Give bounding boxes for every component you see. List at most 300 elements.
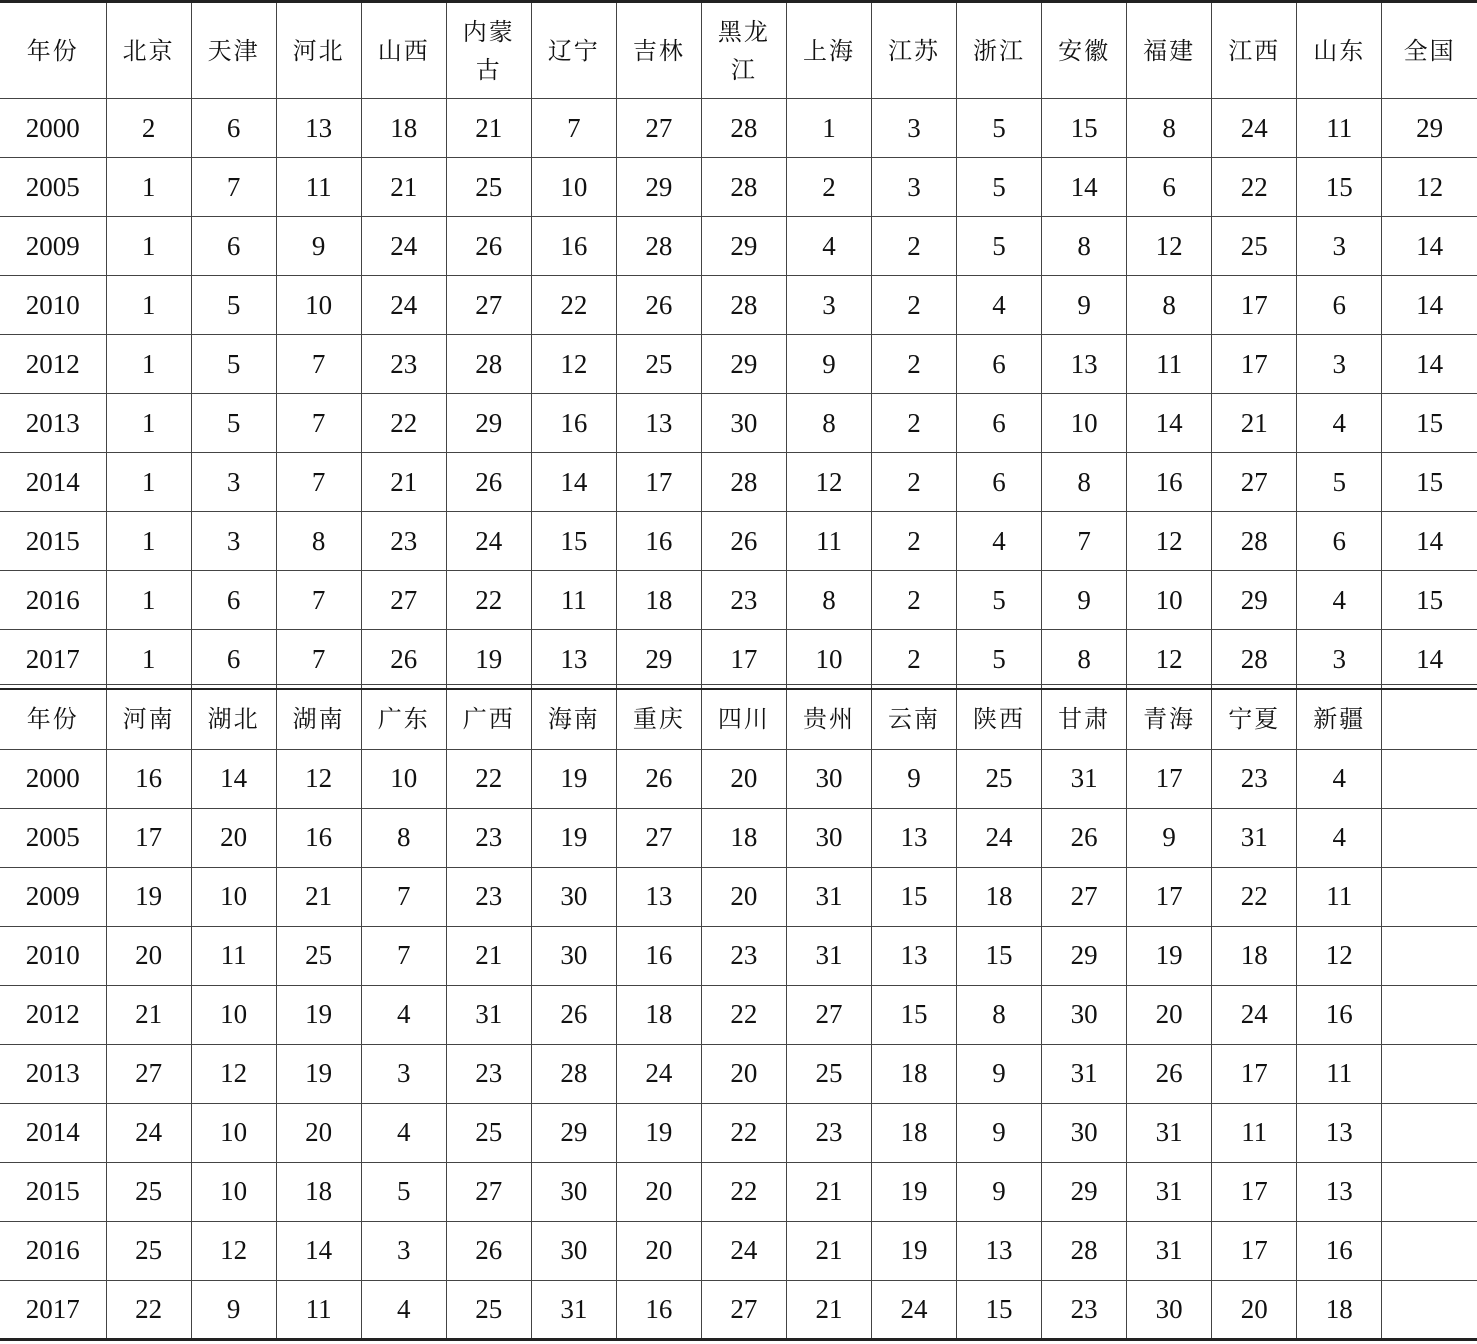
rank-cell: 31 [531, 1280, 616, 1339]
rank-cell: 26 [1127, 1044, 1212, 1103]
rank-cell: 26 [1042, 808, 1127, 867]
rank-cell: 12 [276, 749, 361, 808]
rank-cell: 18 [1297, 1280, 1382, 1339]
rank-cell: 23 [1042, 1280, 1127, 1339]
rank-cell: 13 [1297, 1162, 1382, 1221]
rank-cell: 4 [1297, 808, 1382, 867]
rank-cell: 30 [531, 926, 616, 985]
rank-cell: 17 [1212, 1221, 1297, 1280]
rank-cell: 1 [106, 276, 191, 335]
rank-cell: 13 [616, 867, 701, 926]
rank-cell: 16 [531, 217, 616, 276]
rank-cell: 5 [191, 276, 276, 335]
rank-cell: 12 [1127, 217, 1212, 276]
rank-cell: 19 [106, 867, 191, 926]
rank-cell: 16 [531, 394, 616, 453]
region-column-header: 甘肃 [1042, 689, 1127, 749]
rank-cell: 29 [1382, 99, 1477, 158]
rank-cell: 6 [1297, 276, 1382, 335]
rank-cell: 15 [871, 867, 956, 926]
region-column-header: 重庆 [616, 689, 701, 749]
rank-cell: 6 [957, 453, 1042, 512]
rank-cell: 26 [616, 276, 701, 335]
rank-cell: 21 [446, 926, 531, 985]
rank-cell: 4 [1297, 571, 1382, 630]
rank-cell: 28 [1212, 512, 1297, 571]
rank-cell: 27 [616, 808, 701, 867]
rank-cell: 8 [1042, 453, 1127, 512]
region-column-header: 四川 [701, 689, 786, 749]
rank-cell: 25 [957, 749, 1042, 808]
rank-cell: 2 [871, 217, 956, 276]
rank-cell: 25 [446, 1280, 531, 1339]
rank-cell: 5 [957, 217, 1042, 276]
rank-cell [1382, 808, 1477, 867]
rank-cell: 1 [106, 630, 191, 689]
rank-cell: 4 [361, 985, 446, 1044]
rank-cell: 22 [1212, 867, 1297, 926]
rank-cell: 3 [786, 276, 871, 335]
rank-cell: 20 [616, 1162, 701, 1221]
rank-cell: 17 [1127, 867, 1212, 926]
year-cell: 2005 [0, 158, 106, 217]
rank-cell: 27 [106, 1044, 191, 1103]
header-row [0, 2, 1477, 99]
rank-cell: 27 [786, 985, 871, 1044]
rank-cell: 22 [1212, 158, 1297, 217]
rank-cell: 21 [106, 985, 191, 1044]
region-column-header: 云南 [871, 689, 956, 749]
rank-cell: 26 [361, 630, 446, 689]
region-column-header: 陕西 [957, 689, 1042, 749]
rank-cell: 22 [701, 1162, 786, 1221]
rank-cell: 4 [786, 217, 871, 276]
rank-cell: 27 [446, 1162, 531, 1221]
rank-cell: 14 [1042, 158, 1127, 217]
rank-cell: 30 [1042, 1103, 1127, 1162]
rank-cell: 1 [106, 158, 191, 217]
rank-cell: 10 [191, 867, 276, 926]
rank-cell: 8 [1042, 217, 1127, 276]
rank-cell: 3 [191, 453, 276, 512]
rank-cell: 31 [1127, 1221, 1212, 1280]
year-cell: 2010 [0, 276, 106, 335]
rank-cell: 5 [191, 394, 276, 453]
rank-cell: 14 [1127, 394, 1212, 453]
region-column-header: 湖北 [191, 689, 276, 749]
rank-cell: 9 [786, 335, 871, 394]
rank-cell: 24 [446, 512, 531, 571]
year-cell: 2012 [0, 335, 106, 394]
region-column-header: 宁夏 [1212, 689, 1297, 749]
year-cell: 2015 [0, 512, 106, 571]
region-column-header: 青海 [1127, 689, 1212, 749]
rank-cell: 7 [276, 453, 361, 512]
rank-cell: 4 [957, 512, 1042, 571]
rank-cell: 4 [1297, 394, 1382, 453]
rank-cell: 22 [701, 1103, 786, 1162]
rank-cell: 11 [1127, 335, 1212, 394]
rank-cell: 14 [1382, 512, 1477, 571]
region-column-header: 吉林 [616, 2, 701, 99]
rank-cell: 10 [1042, 394, 1127, 453]
rank-cell: 28 [531, 1044, 616, 1103]
rank-cell: 29 [446, 394, 531, 453]
rank-cell: 30 [531, 867, 616, 926]
year-cell: 2010 [0, 926, 106, 985]
rank-cell: 24 [361, 276, 446, 335]
rank-cell: 6 [957, 335, 1042, 394]
rank-cell: 26 [446, 453, 531, 512]
rank-cell: 3 [871, 99, 956, 158]
rank-cell: 18 [361, 99, 446, 158]
year-cell: 2012 [0, 985, 106, 1044]
year-cell: 2009 [0, 867, 106, 926]
rank-cell: 23 [701, 926, 786, 985]
rank-cell [1382, 1280, 1477, 1339]
rank-cell: 2 [871, 335, 956, 394]
rank-cell: 12 [1382, 158, 1477, 217]
rank-cell: 15 [531, 512, 616, 571]
rank-cell: 23 [446, 1044, 531, 1103]
table-row [0, 512, 1477, 571]
rank-cell: 23 [361, 512, 446, 571]
rank-cell [1382, 1162, 1477, 1221]
rank-cell: 3 [361, 1221, 446, 1280]
rank-cell: 23 [701, 571, 786, 630]
rank-cell: 29 [701, 335, 786, 394]
rank-cell: 13 [1042, 335, 1127, 394]
rank-cell: 20 [276, 1103, 361, 1162]
year-cell: 2017 [0, 1280, 106, 1339]
rank-cell: 21 [361, 158, 446, 217]
rank-cell: 24 [106, 1103, 191, 1162]
rank-cell: 31 [1212, 808, 1297, 867]
rank-cell: 19 [531, 749, 616, 808]
rank-cell: 25 [446, 1103, 531, 1162]
rank-cell: 10 [361, 749, 446, 808]
rank-cell: 12 [531, 335, 616, 394]
rank-cell: 9 [957, 1044, 1042, 1103]
rank-cell: 10 [276, 276, 361, 335]
rank-cell: 17 [1212, 276, 1297, 335]
rank-cell: 13 [957, 1221, 1042, 1280]
region-column-header [1382, 689, 1477, 749]
rank-cell: 12 [786, 453, 871, 512]
rank-cell: 19 [871, 1162, 956, 1221]
rank-cell: 7 [361, 926, 446, 985]
rank-cell: 17 [1212, 1162, 1297, 1221]
table-row [0, 867, 1477, 926]
rank-cell: 1 [106, 453, 191, 512]
rank-cell: 12 [1297, 926, 1382, 985]
rank-cell: 27 [1042, 867, 1127, 926]
rank-cell: 3 [871, 158, 956, 217]
region-column-header: 广西 [446, 689, 531, 749]
rank-cell: 12 [191, 1044, 276, 1103]
rank-cell: 22 [106, 1280, 191, 1339]
rank-cell: 9 [191, 1280, 276, 1339]
rank-cell: 27 [701, 1280, 786, 1339]
rank-cell: 19 [446, 630, 531, 689]
rank-cell: 9 [1042, 571, 1127, 630]
rank-cell: 28 [701, 99, 786, 158]
rank-cell: 3 [1297, 217, 1382, 276]
rank-cell: 5 [1297, 453, 1382, 512]
rank-cell: 16 [616, 926, 701, 985]
rank-cell: 13 [1297, 1103, 1382, 1162]
table-row [0, 985, 1477, 1044]
rank-cell: 30 [531, 1221, 616, 1280]
rank-cell: 27 [361, 571, 446, 630]
table-row [0, 1162, 1477, 1221]
rank-cell: 31 [446, 985, 531, 1044]
rank-cell: 8 [786, 571, 871, 630]
rank-cell: 7 [276, 630, 361, 689]
rank-cell: 28 [701, 453, 786, 512]
rank-cell: 21 [786, 1280, 871, 1339]
rank-cell [1382, 926, 1477, 985]
rank-cell: 28 [701, 276, 786, 335]
rank-cell: 18 [616, 985, 701, 1044]
rank-cell: 20 [1212, 1280, 1297, 1339]
rank-cell: 31 [786, 926, 871, 985]
table-row [0, 1280, 1477, 1339]
rank-cell: 24 [1212, 99, 1297, 158]
rank-cell: 3 [1297, 335, 1382, 394]
rank-cell: 7 [1042, 512, 1127, 571]
region-column-header: 湖南 [276, 689, 361, 749]
rank-cell: 9 [1042, 276, 1127, 335]
rank-cell: 9 [276, 217, 361, 276]
rank-cell: 29 [1042, 926, 1127, 985]
table-row [0, 99, 1477, 158]
rank-cell: 7 [361, 867, 446, 926]
rank-cell: 6 [1127, 158, 1212, 217]
rank-cell: 16 [1297, 1221, 1382, 1280]
rank-cell: 30 [701, 394, 786, 453]
rank-cell: 17 [106, 808, 191, 867]
rank-cell: 11 [191, 926, 276, 985]
rank-cell: 20 [106, 926, 191, 985]
rank-cell: 19 [871, 1221, 956, 1280]
rank-cell: 23 [446, 808, 531, 867]
rank-cell: 10 [786, 630, 871, 689]
rank-cell: 12 [191, 1221, 276, 1280]
year-cell: 2015 [0, 1162, 106, 1221]
rank-cell: 25 [106, 1162, 191, 1221]
rank-cell: 19 [1127, 926, 1212, 985]
rank-cell: 3 [361, 1044, 446, 1103]
rank-cell: 11 [276, 1280, 361, 1339]
region-column-header: 辽宁 [531, 2, 616, 99]
rank-cell: 23 [446, 867, 531, 926]
rank-cell: 5 [957, 630, 1042, 689]
rank-cell: 28 [701, 158, 786, 217]
rank-cell: 20 [701, 867, 786, 926]
year-cell: 2016 [0, 1221, 106, 1280]
rank-cell: 20 [701, 749, 786, 808]
rank-cell: 6 [1297, 512, 1382, 571]
rank-cell: 10 [531, 158, 616, 217]
rank-cell: 28 [1212, 630, 1297, 689]
rank-cell: 24 [871, 1280, 956, 1339]
rank-cell: 13 [276, 99, 361, 158]
rank-cell: 5 [957, 99, 1042, 158]
rank-cell: 25 [446, 158, 531, 217]
table-row [0, 394, 1477, 453]
rank-cell: 11 [1212, 1103, 1297, 1162]
rank-cell: 14 [276, 1221, 361, 1280]
rank-cell: 8 [1127, 99, 1212, 158]
rank-cell: 28 [1042, 1221, 1127, 1280]
year-cell: 2000 [0, 99, 106, 158]
rank-cell: 31 [1042, 749, 1127, 808]
table-row [0, 571, 1477, 630]
rank-cell: 25 [616, 335, 701, 394]
rank-cell: 5 [191, 335, 276, 394]
rank-cell: 9 [1127, 808, 1212, 867]
rank-cell: 1 [106, 217, 191, 276]
region-column-header: 上海 [786, 2, 871, 99]
rank-cell: 21 [786, 1221, 871, 1280]
rank-cell: 6 [191, 217, 276, 276]
rank-cell: 9 [957, 1162, 1042, 1221]
region-column-header: 天津 [191, 2, 276, 99]
rank-cell: 10 [1127, 571, 1212, 630]
rank-cell: 18 [276, 1162, 361, 1221]
rank-cell: 2 [871, 571, 956, 630]
rank-cell: 5 [957, 571, 1042, 630]
table-row [0, 749, 1477, 808]
year-cell: 2005 [0, 808, 106, 867]
rank-cell: 21 [446, 99, 531, 158]
table-row [0, 158, 1477, 217]
year-cell: 2017 [0, 630, 106, 689]
rank-cell: 7 [276, 571, 361, 630]
region-column-header: 山西 [361, 2, 446, 99]
rank-cell: 29 [1042, 1162, 1127, 1221]
year-cell: 2014 [0, 1103, 106, 1162]
year-column-header: 年份 [0, 2, 106, 99]
rank-cell: 14 [1382, 217, 1477, 276]
rank-cell: 26 [701, 512, 786, 571]
rank-cell: 15 [1382, 394, 1477, 453]
year-cell: 2014 [0, 453, 106, 512]
rank-cell: 2 [106, 99, 191, 158]
rank-cell: 6 [191, 630, 276, 689]
rank-cell: 21 [276, 867, 361, 926]
rank-cell: 2 [871, 630, 956, 689]
table-row [0, 276, 1477, 335]
rank-cell: 1 [106, 512, 191, 571]
rank-cell: 13 [871, 808, 956, 867]
region-column-header: 福建 [1127, 2, 1212, 99]
table-row [0, 1044, 1477, 1103]
rank-cell: 8 [957, 985, 1042, 1044]
rank-cell: 15 [871, 985, 956, 1044]
table-row [0, 217, 1477, 276]
rank-cell: 15 [1042, 99, 1127, 158]
rank-cell: 4 [957, 276, 1042, 335]
rank-cell [1382, 1044, 1477, 1103]
rank-cell: 11 [1297, 99, 1382, 158]
header-row [0, 689, 1477, 749]
rank-cell: 6 [191, 571, 276, 630]
rank-cell: 29 [1212, 571, 1297, 630]
rank-cell [1382, 1103, 1477, 1162]
rank-cell: 18 [957, 867, 1042, 926]
rank-cell: 16 [616, 512, 701, 571]
rank-cell: 29 [701, 217, 786, 276]
rank-cell: 1 [106, 571, 191, 630]
rank-cell: 18 [871, 1044, 956, 1103]
rank-cell: 13 [531, 630, 616, 689]
rank-cell: 8 [786, 394, 871, 453]
rank-cell: 25 [786, 1044, 871, 1103]
rank-cell: 18 [701, 808, 786, 867]
rank-cell: 4 [1297, 749, 1382, 808]
rank-cell: 20 [616, 1221, 701, 1280]
table-row [0, 1221, 1477, 1280]
rank-cell: 27 [616, 99, 701, 158]
rank-cell: 28 [446, 335, 531, 394]
rank-cell: 5 [957, 158, 1042, 217]
table-row [0, 335, 1477, 394]
region-column-header: 海南 [531, 689, 616, 749]
rank-cell: 24 [701, 1221, 786, 1280]
rank-cell: 18 [616, 571, 701, 630]
rank-cell: 27 [1212, 453, 1297, 512]
rank-cell: 30 [1127, 1280, 1212, 1339]
rank-cell: 4 [361, 1280, 446, 1339]
rank-cell: 14 [1382, 276, 1477, 335]
rank-cell: 25 [106, 1221, 191, 1280]
rank-cell: 12 [1127, 630, 1212, 689]
table-part-2 [0, 688, 1477, 1341]
rank-cell: 7 [191, 158, 276, 217]
rank-cell: 2 [871, 512, 956, 571]
rank-cell: 17 [701, 630, 786, 689]
rank-cell: 26 [446, 217, 531, 276]
rank-cell: 15 [1297, 158, 1382, 217]
rank-cell: 4 [361, 1103, 446, 1162]
rank-cell: 29 [616, 158, 701, 217]
rank-cell: 16 [1297, 985, 1382, 1044]
rank-cell: 23 [361, 335, 446, 394]
rank-cell: 8 [1127, 276, 1212, 335]
rank-cell: 6 [191, 99, 276, 158]
rank-cell: 18 [871, 1103, 956, 1162]
region-column-header: 江西 [1212, 2, 1297, 99]
rank-cell: 27 [446, 276, 531, 335]
rank-cell: 1 [106, 394, 191, 453]
rank-cell: 22 [446, 571, 531, 630]
rank-cell: 8 [1042, 630, 1127, 689]
rank-cell: 11 [531, 571, 616, 630]
rank-cell: 19 [276, 985, 361, 1044]
rank-cell: 10 [191, 1103, 276, 1162]
region-column-header: 山东 [1297, 2, 1382, 99]
rank-cell: 26 [616, 749, 701, 808]
rank-cell: 19 [531, 808, 616, 867]
rank-cell: 14 [191, 749, 276, 808]
rank-cell: 23 [786, 1103, 871, 1162]
rank-cell: 2 [871, 276, 956, 335]
rank-cell: 3 [191, 512, 276, 571]
rank-cell: 19 [616, 1103, 701, 1162]
rank-cell: 11 [1297, 867, 1382, 926]
